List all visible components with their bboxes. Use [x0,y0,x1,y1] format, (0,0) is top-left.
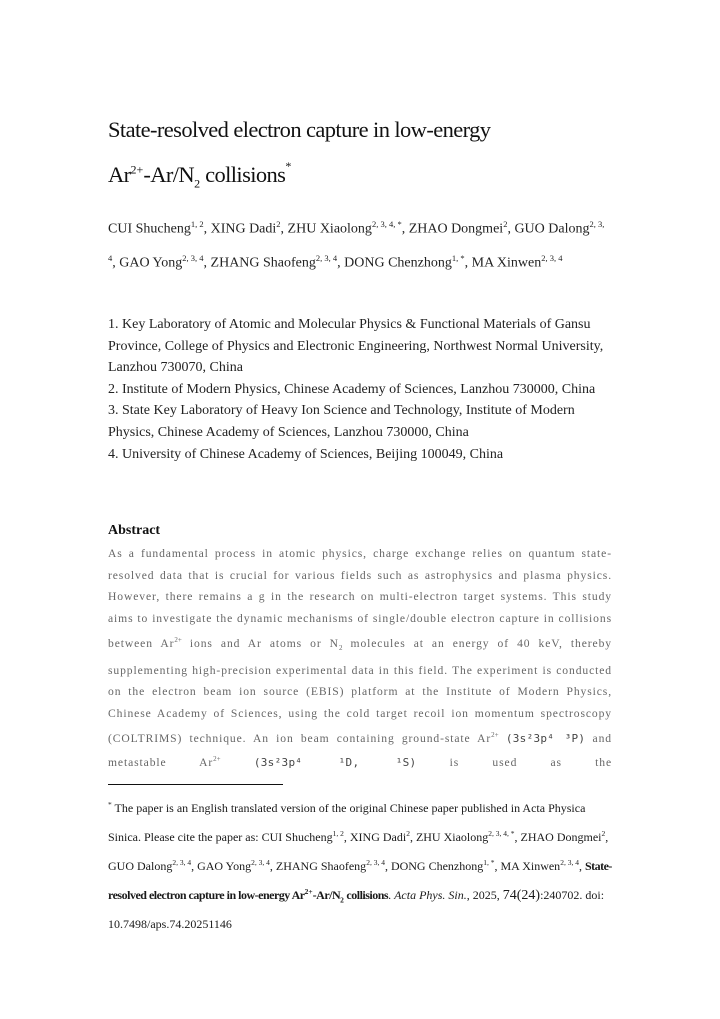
title-mid: -Ar/N [143,162,195,187]
abstract-sup: 2+ [491,730,499,739]
abstract-text: and metastable Ar [108,731,612,770]
journal-volume: 74 [502,888,517,903]
footnote-aff: 2, 3, 4 [560,858,579,867]
author-separator: , [464,255,472,271]
footnote-mark: * [108,800,112,809]
journal-issue: (24) [516,888,541,903]
abstract-body [108,543,612,774]
footnote-doi: :240702. doi: 10.7498/aps.74.20251146 [108,888,605,932]
author-affiliation-marker: 2, 3, 4, * [371,219,402,229]
citation-title-text: -Ar/N [312,888,341,902]
author-affiliation-marker: 2, 3, 4 [108,219,605,264]
footnote [108,792,612,937]
footnote-text: , GUO Dalong [108,830,609,873]
author-affiliation-marker: 2, 3, 4 [182,253,204,264]
title-ar: Ar [108,162,131,187]
footnote-text: , DONG Chenzhong [384,859,484,873]
author-affiliation-marker: 1, * [451,253,465,264]
citation-title-text: collisions [343,888,389,902]
title-footnote-mark: * [285,159,291,173]
abstract-heading: Abstract [108,523,161,538]
footnote-aff: 1, 2 [332,829,344,838]
author-list [108,210,612,278]
footnote-text: The paper is an English translated version of the original Chinese paper published in Acta Physica Sinica. Please cite the paper as: CUI Shucheng [108,801,586,844]
citation-title-sub: 2 [340,895,344,905]
author-name: GAO Yong [119,255,183,271]
abstract-sup: 2+ [213,755,221,764]
title-charge: 2+ [130,162,144,177]
author-name: ZHU Xiaolong [287,221,372,237]
footnote-aff: 2 [601,829,606,838]
affiliation-4: 4. University of Chinese Academy of Sciences, Beijing 100049, China [108,446,504,462]
abstract-text: molecules at an energy of 40 keV, thereby supplementing high-precision experimental data in this field. The experiment is conducted on the electron beam ion source (EBIS) platform at the Institute of Modern Physics, Chinese Academy of Sciences, using the cold target recoil ion momentum spectroscopy (COLTRIMS) technique. An ion beam containing ground-state Ar [108,636,612,745]
abstract-text: ions and Ar atoms or N [181,636,339,650]
author-separator: , [337,255,345,271]
footnote-aff: 2 [406,829,410,838]
footnote-aff: 2, 3, 4 [172,858,192,867]
author-name: CUI Shucheng [108,221,191,237]
abstract-state-ground: (3s²3p⁴ ³P) [505,731,586,745]
abstract-sup: 2+ [174,635,182,644]
author-separator: , [203,255,211,271]
footnote-text: , ZHAO Dongmei [514,830,602,844]
author-affiliation-marker: 2 [503,219,508,229]
author-affiliation-marker: 2, 3, 4 [541,253,563,264]
citation-title-text: State-resolved electron capture in low-energy Ar [108,859,612,902]
footnote-text: , ZHU Xiaolong [409,830,489,844]
affiliation-3: 3. State Key Laboratory of Heavy Ion Science and Technology, Institute of Modern Physics, Chinese Academy of Sciences, Lanzhou 730000, China [108,403,575,440]
paper-title [108,111,612,203]
affiliation-2: 2. Institute of Modern Physics, Chinese Academy of Sciences, Lanzhou 730000, China [108,381,596,397]
author-name: XING Dadi [210,221,277,237]
author-affiliation-marker: 2, 3, 4 [315,253,338,264]
footnote-text: , ZHANG Shaofeng [269,859,367,873]
footnote-text: , XING Dadi [343,830,407,844]
abstract-state-metastable: (3s²3p⁴ ¹D, ¹S) [253,756,417,770]
footnote-divider [108,784,283,785]
footnote-text: , [578,859,585,873]
footnote-aff: 1, * [483,858,495,867]
author-separator: , [112,255,120,271]
author-separator: , [401,221,409,237]
author-separator: , [280,221,288,237]
author-name: DONG Chenzhong [344,255,452,271]
author-separator: , [203,221,211,237]
author-name: ZHANG Shaofeng [210,255,316,271]
footnote-text: . [388,888,395,902]
citation-title-sup: 2+ [304,887,313,896]
abstract-sub: 2 [338,643,343,652]
title-n2-subscript: 2 [194,176,201,191]
footnote-text: , 2025, [466,888,503,902]
footnote-aff: 2, 3, 4 [251,858,270,867]
footnote-text: , GAO Yong [191,859,252,873]
abstract-text: As a fundamental process in atomic physics, charge exchange relies on quantum state-resolved data that is crucial for various fields such as astrophysics and plasma physics. However, there remains a g in the research on multi-electron target systems. This study aims to investigate the dynamic mechanisms of single/double electron capture in collisions between Ar [108,547,612,650]
footnote-text: , MA Xinwen [494,859,561,873]
author-name: MA Xinwen [471,255,542,271]
author-affiliation-marker: 2 [276,219,281,229]
abstract-text: is used as the [416,756,612,770]
author-affiliation-marker: 1, 2 [190,219,204,229]
author-separator: , [507,221,515,237]
affiliation-list [108,314,612,465]
title-line-2 [108,148,612,203]
journal-name: Acta Phys. Sin. [394,888,467,902]
title-tail: collisions [200,162,286,187]
footnote-aff: 2, 3, 4, * [488,829,515,838]
footnote-aff: 2, 3, 4 [366,858,385,867]
affiliation-1: 1. Key Laboratory of Atomic and Molecular Physics & Functional Materials of Gansu Province, College of Physics and Electronic Engineering, Northwest Normal University, Lanzhou 730070, China [108,317,604,376]
title-line-1: State-resolved electron capture in low-energy [108,117,491,142]
author-name: GUO Dalong [514,221,590,237]
author-name: ZHAO Dongmei [408,221,504,237]
